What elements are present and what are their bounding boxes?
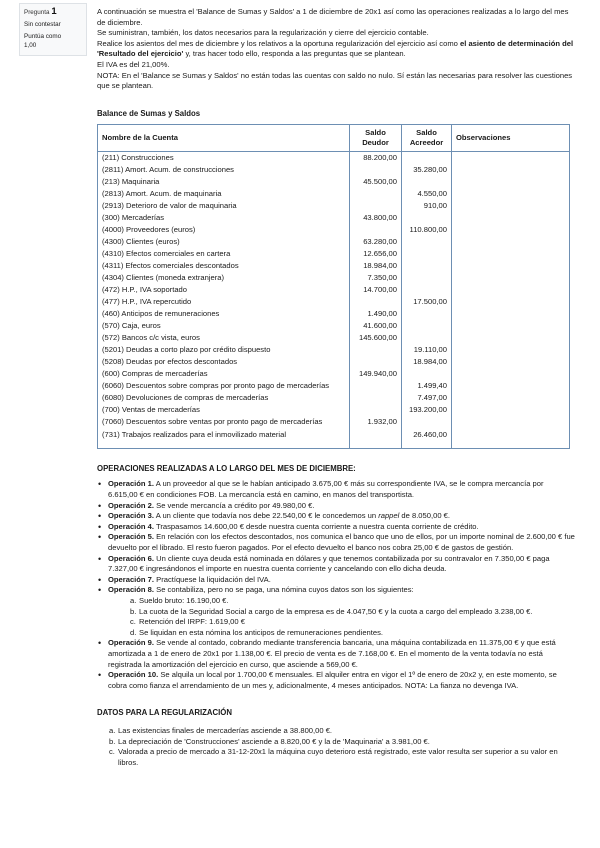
balance-header-row [98,125,570,152]
operations-list [97,479,575,691]
balance-row [98,284,570,296]
balance-credit-cell [402,248,452,260]
balance-table [97,124,570,449]
balance-debit-cell [350,200,402,212]
balance-row [98,152,570,165]
balance-debit-cell [350,404,402,416]
balance-debit-cell [350,344,402,356]
balance-row [98,320,570,332]
balance-debit-cell: 145.600,00 [350,332,402,344]
balance-account-cell: (472) H.P., IVA soportado [102,285,187,295]
balance-account-cell: (4310) Efectos comerciales en cartera [102,249,231,259]
balance-notes-cell [452,308,570,320]
balance-notes-cell [452,404,570,416]
balance-account-cell: (700) Ventas de mercaderías [102,405,200,415]
balance-row [98,368,570,380]
intro-paragraph: A continuación se muestra el 'Balance de Sumas y Saldos' a 1 de diciembre de 20x1 así como las operaciones realizadas a lo largo del mes de diciembre. [97,7,569,27]
regularization-item: b. La depreciación de 'Construcciones' asciende a 8.820,00 € y la de 'Maquinaria' a 3.981,00 €. [109,736,430,746]
payroll-details [108,596,575,638]
balance-row [98,176,570,188]
balance-account-cell: (211) Construcciones [102,153,174,163]
payroll-item: d. Se liquidan en esta nómina los anticipos de remuneraciones pendientes. [130,627,384,637]
header-account: Nombre de la Cuenta [98,125,350,152]
balance-account-cell: (600) Compras de mercaderías [102,369,208,379]
operation-item: • Operación 5. En relación con los efectos descontados, nos comunica el banco que uno de ellos, por un importe nominal de 2.600,00 € fue devuelto por el librado. El resto fueron pagados. Por el efecto devuelto el banco nos cobra 25,00 € de gastos de gestión. [97,532,575,553]
balance-row [98,212,570,224]
balance-notes-cell [452,368,570,380]
balance-debit-cell [350,428,402,448]
balance-credit-cell [402,212,452,224]
balance-account-cell: (4304) Clientes (moneda extranjera) [102,273,224,283]
balance-credit-cell [402,284,452,296]
balance-notes-cell [452,164,570,176]
balance-account-cell: (213) Maquinaria [102,177,160,187]
operation-item: • Operación 8. Se contabiliza, pero no se paga, una nómina cuyos datos son los siguientes: a. Sueldo bruto: 16.190,00 €. b. La cuota de la Seguridad Social a cargo de la empresa es de 4.047,50 € y la cuota a cargo del empleado 3.238,00 €. c. Retención del IRPF: 1.619,00 € d. Se liquidan en esta nómina los anticipos de remuneraciones pendientes. [97,585,575,638]
payroll-item: b. La cuota de la Seguridad Social a cargo de la empresa es de 4.047,50 € y la cuota a cargo del empleado 3.238,00 €. [130,606,533,616]
balance-notes-cell [452,188,570,200]
balance-account-cell: (6060) Descuentos sobre compras por pronto pago de mercaderías [102,381,330,391]
balance-row [98,272,570,284]
balance-debit-cell: 18.984,00 [350,260,402,272]
balance-row [98,224,570,236]
balance-account-cell: (4000) Proveedores (euros) [102,225,196,235]
balance-credit-cell: 110.800,00 [402,224,452,236]
balance-notes-cell [452,152,570,165]
operation-item: • Operación 6. Un cliente cuya deuda está nominada en dólares y que tenemos contabilizada por su contravalor en 7.350,00 € paga 7.327,00 € ingresándonos el importe en nuestra cuenta corriente y cancelando con ello dicha deuda. [97,554,575,575]
balance-credit-cell [402,308,452,320]
balance-debit-cell [350,224,402,236]
balance-row [98,356,570,368]
header-notes: Observaciones [452,125,570,152]
balance-row [98,248,570,260]
balance-account-cell: (300) Mercaderías [102,213,165,223]
balance-debit-cell: 43.800,00 [350,212,402,224]
intro [97,7,575,92]
balance-notes-cell [452,344,570,356]
balance-row [98,188,570,200]
balance-notes-cell [452,272,570,284]
balance-notes-cell [452,260,570,272]
balance-credit-cell: 19.110,00 [402,344,452,356]
balance-debit-cell [350,188,402,200]
balance-account-cell: (4300) Clientes (euros) [102,237,180,247]
balance-credit-cell [402,176,452,188]
balance-debit-cell: 63.280,00 [350,236,402,248]
regularization-list [97,726,575,768]
balance-credit-cell [402,272,452,284]
balance-debit-cell: 1.490,00 [350,308,402,320]
vat-rate: El IVA es del 21,00%. [97,59,170,69]
balance-debit-cell: 41.600,00 [350,320,402,332]
payroll-item: a. Sueldo bruto: 16.190,00 €. [130,595,229,605]
balance-notes-cell [452,248,570,260]
regularization-item: a. Las existencias finales de mercaderías asciende a 38.800,00 €. [109,725,333,735]
balance-row [98,332,570,344]
balance-notes-cell [452,428,570,448]
balance-notes-cell [452,200,570,212]
balance-credit-cell: 35.280,00 [402,164,452,176]
question-grade: Puntúa como 1,00 [24,33,62,49]
operation-item: • Operación 3. A un cliente que todavía nos debe 22.540,00 € le concedemos un rappel de 8.050,00 €. [97,511,575,522]
balance-notes-cell [452,176,570,188]
balance-debit-cell: 88.200,00 [350,152,402,165]
balance-credit-cell: 17.500,00 [402,296,452,308]
balance-account-cell: (2813) Amort. Acum. de maquinaria [102,189,222,199]
operation-item: • Operación 10. Se alquila un local por 1.700,00 € mensuales. El alquiler entra en vigor el 1º de enero de 20x2 y, en este momento, se cobra como fianza el arrendamiento de un mes y, adicionalmente, 4 meses anticipados. NOTA: La fianza no devenga IVA. [97,670,575,691]
balance-credit-cell: 910,00 [402,200,452,212]
balance-notes-cell [452,296,570,308]
balance-row [98,404,570,416]
balance-account-cell: (6080) Devoluciones de compras de mercaderías [102,393,269,403]
regularization-item: c. Valorada a precio de mercado a 31-12-20x1 la máquina cuyo deterioro está registrado, este valor resulta ser superior a su valor en libros. [109,747,558,767]
balance-credit-cell [402,368,452,380]
balance-credit-cell: 7.497,00 [402,392,452,404]
question-info-box [19,3,87,56]
balance-row [98,164,570,176]
balance-row [98,416,570,428]
balance-notes-cell [452,416,570,428]
balance-debit-cell: 149.940,00 [350,368,402,380]
balance-account-cell: (572) Bancos c/c vista, euros [102,333,200,343]
balance-credit-cell [402,332,452,344]
operation-item: • Operación 1. A un proveedor al que se le habían anticipado 3.675,00 € más su correspondiente IVA, se le compra mercancía por 6.615,00 € en condiciones FOB. La mercancía está en camino, en manos del transportista. [97,479,575,500]
intro-paragraph: Se suministran, también, los datos necesarios para la regularización y cierre del ejercicio contable. [97,28,429,38]
balance-debit-cell [350,392,402,404]
balance-notes-cell [452,236,570,248]
balance-row [98,308,570,320]
balance-account-cell: (4311) Efectos comerciales descontados [102,261,239,271]
balance-debit-cell: 1.932,00 [350,416,402,428]
balance-account-cell: (477) H.P., IVA repercutido [102,297,192,307]
header-debit: Saldo Deudor [350,125,402,152]
balance-account-cell: (5201) Deudas a corto plazo por crédito dispuesto [102,345,271,355]
question-status: Sin contestar [24,21,61,28]
header-credit: Saldo Acreedor [402,125,452,152]
balance-debit-cell: 7.350,00 [350,272,402,284]
balance-debit-cell [350,356,402,368]
balance-account-cell: (460) Anticipos de remuneraciones [102,309,220,319]
operation-item: • Operación 7. Practíquese la liquidación del IVA. [97,575,575,586]
question-number: Pregunta 1 [24,6,57,17]
operations-title: OPERACIONES REALIZADAS A LO LARGO DEL MES DE DICIEMBRE: [97,463,356,473]
balance-row [98,380,570,392]
balance-notes-cell [452,284,570,296]
balance-debit-cell: 12.656,00 [350,248,402,260]
balance-notes-cell [452,224,570,236]
balance-account-cell: (570) Caja, euros [102,321,161,331]
balance-notes-cell [452,392,570,404]
balance-row [98,392,570,404]
balance-debit-cell [350,380,402,392]
intro-paragraph: Realice los asientos del mes de diciembre y los relativos a la oportuna regularización del ejercicio así como el asiento de determinación del 'Resultado del ejercicio' y, tras hacer todo ello, responda a las preguntas que se plantean. [97,38,574,59]
balance-row [98,260,570,272]
operation-item: • Operación 9. Se vende al contado, cobrando mediante transferencia bancaria, una máquina contabilizada en 11.375,00 € y que está amortizada a 1 de enero de 20x1 por 1.138,00 €. El precio de venta es de 7.168,00 €. En el momento de la venta todavía no está registrada la amortización del ejercicio en curso, que asciende a 569,00 €. [97,638,575,670]
balance-credit-cell [402,320,452,332]
balance-debit-cell [350,164,402,176]
balance-debit-cell: 45.500,00 [350,176,402,188]
balance-notes-cell [452,380,570,392]
balance-credit-cell [402,236,452,248]
balance-row [98,344,570,356]
question-text [97,7,575,768]
balance-credit-cell: 4.550,00 [402,188,452,200]
balance-debit-cell [350,296,402,308]
balance-account-cell: (2811) Amort. Acum. de construcciones [102,165,234,175]
operation-item: • Operación 4. Traspasamos 14.600,00 € desde nuestra cuenta corriente a nuestra cuenta corriente de crédito. [97,522,575,533]
balance-notes-cell [452,356,570,368]
balance-notes-cell [452,212,570,224]
balance-account-cell: (2913) Deterioro de valor de maquinaria [102,201,237,211]
balance-row [98,296,570,308]
balance-notes-cell [452,332,570,344]
balance-credit-cell: 193.200,00 [402,404,452,416]
balance-credit-cell: 18.984,00 [402,356,452,368]
balance-account-cell: (7060) Descuentos sobre ventas por pronto pago de mercaderías [102,417,323,427]
balance-credit-cell: 1.499,40 [402,380,452,392]
balance-credit-cell [402,416,452,428]
regularization-title: DATOS PARA LA REGULARIZACIÓN [97,708,232,718]
balance-credit-cell [402,260,452,272]
balance-row [98,428,570,448]
balance-row [98,236,570,248]
balance-debit-cell: 14.700,00 [350,284,402,296]
balance-row [98,200,570,212]
balance-credit-cell [402,152,452,165]
balance-notes-cell [452,320,570,332]
operation-item: • Operación 2. Se vende mercancía a crédito por 49.980,00 €. [97,501,575,512]
payroll-item: c. Retención del IRPF: 1.619,00 € [130,617,245,627]
balance-account-cell: (5208) Deudas por efectos descontados [102,357,238,367]
balance-credit-cell: 26.460,00 [402,428,452,448]
intro-note: NOTA: En el 'Balance se Sumas y Saldos' no están todas las cuentas con saldo no nulo. Sí están las necesarias para resolver las cuestiones que se plantean. [97,70,573,91]
balance-title: Balance de Sumas y Saldos [97,108,201,118]
balance-account-cell: (731) Trabajos realizados para el inmovilizado material [102,430,287,440]
